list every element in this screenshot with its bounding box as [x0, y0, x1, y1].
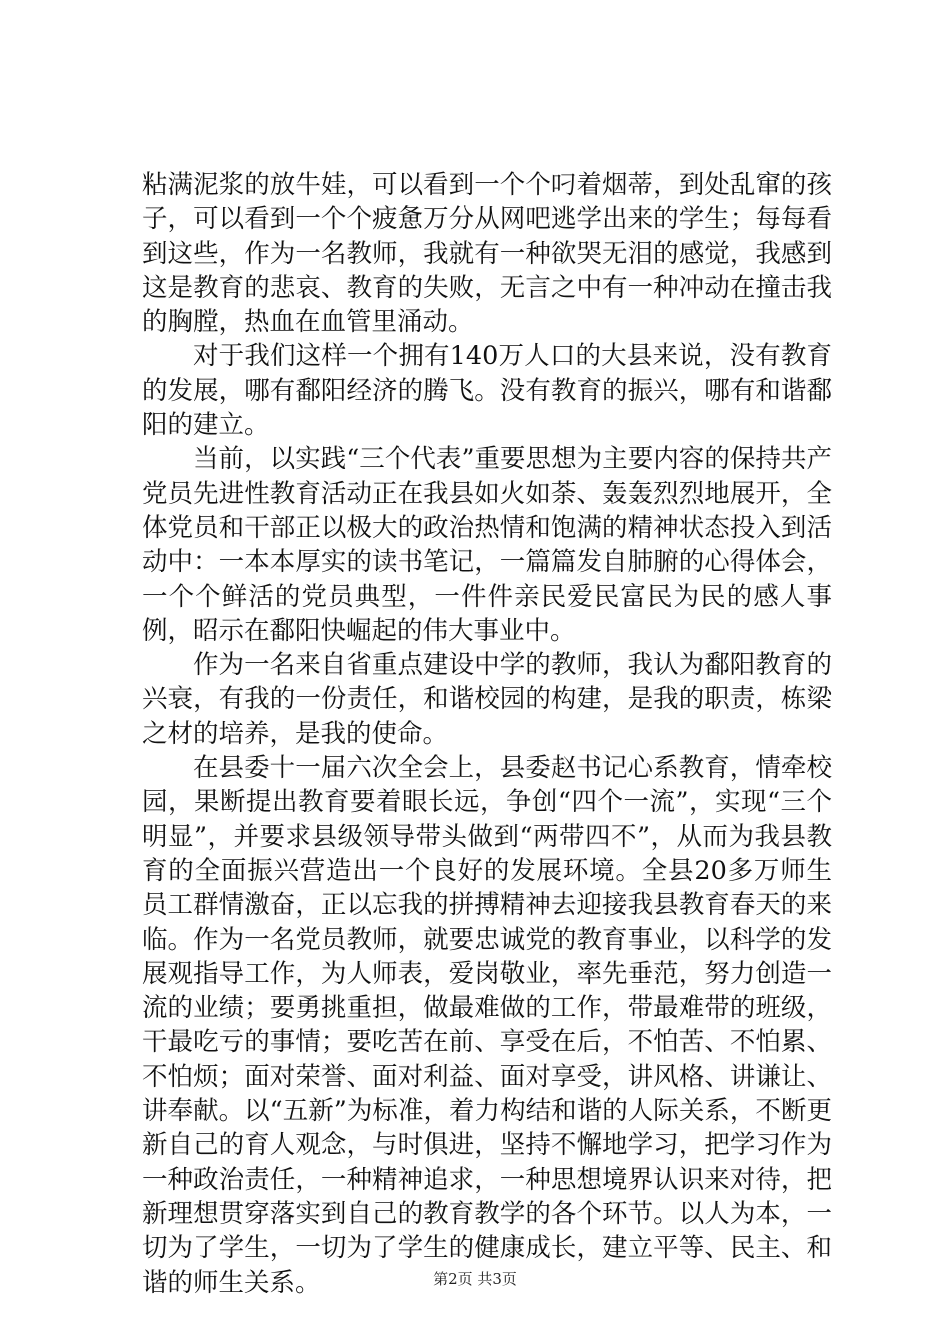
page-number-footer: 第2页 共3页: [433, 1270, 517, 1288]
paragraph-2: 对于我们这样一个拥有140万人口的大县来说，没有教育的发展，哪有鄱阳经济的腾飞。没有教育的振兴，哪有和谐鄱阳的建立。: [142, 341, 832, 441]
paragraph-1: 粘满泥浆的放牛娃，可以看到一个个叼着烟蒂，到处乱窜的孩子，可以看到一个个疲惫万分从网吧逃学出来的学生；每每看到这些，作为一名教师，我就有一种欲哭无泪的感觉，我感到这是教育的悲哀、教育的失败，无言之中有一种冲动在撞击我的胸膛，热血在血管里涌动。: [142, 170, 832, 338]
paragraph-5: 在县委十一届六次全会上，县委赵书记心系教育，情牵校园，果断提出教育要着眼长远，争创“四个一流”，实现“三个明显”，并要求县级领导带头做到“两带四不”，从而为我县教育的全面振兴营造出一个良好的发展环境。全县20多万师生员工群情激奋，正以忘我的拼搏精神去迎接我县教育春天的来临。作为一名党员教师，就要忠诚党的教育事业，以科学的发展观指导工作，为人师表，爱岗敬业，率先垂范，努力创造一流的业绩；要勇挑重担，做最难做的工作，带最难带的班级，干最吃亏的事情；要吃苦在前、享受在后，不怕苦、不怕累、不怕烦；面对荣誉、面对利益、面对享受，讲风格、讲谦让、讲奉献。以“五新”为标准，着力构结和谐的人际关系，不断更新自己的育人观念，与时俱进，坚持不懈地学习，把学习作为一种政治责任，一种精神追求，一种思想境界认识来对待，把新理想贯穿落实到自己的教育教学的各个环节。以人为本，一切为了学生，一切为了学生的健康成长，建立平等、民主、和谐的师生关系。: [142, 753, 832, 1298]
paragraph-4: 作为一名来自省重点建设中学的教师，我认为鄱阳教育的兴衰，有我的一份责任，和谐校园的构建，是我的职责，栋梁之材的培养，是我的使命。: [142, 650, 832, 749]
paragraph-3: 当前，以实践“三个代表”重要思想为主要内容的保持共产党员先进性教育活动正在我县如火如荼、轰轰烈烈地展开，全体党员和干部正以极大的政治热情和饱满的精神状态投入到活动中：一本本厚实的读书笔记，一篇篇发自肺腑的心得体会，一个个鲜活的党员典型，一件件亲民爱民富民为民的感人事例，昭示在鄱阳快崛起的伟大事业中。: [142, 444, 832, 646]
document-body: [142, 168, 832, 1300]
